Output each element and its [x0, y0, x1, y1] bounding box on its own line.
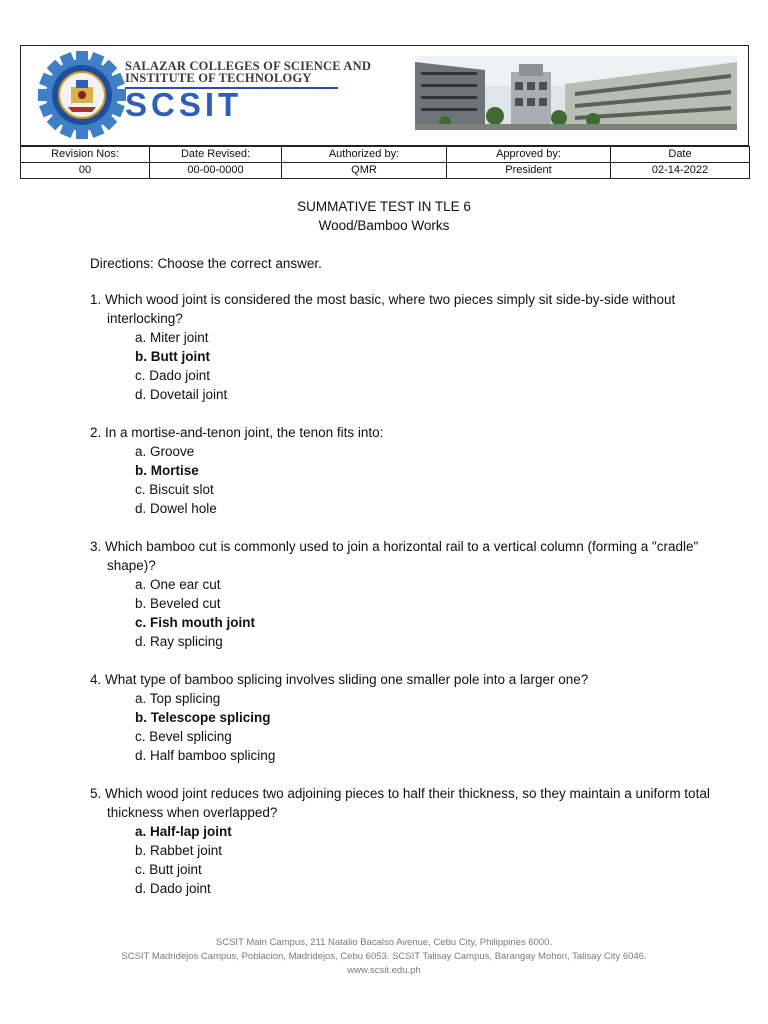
- question-3: [90, 537, 710, 651]
- value-revision-nos: 00: [21, 163, 150, 179]
- header-date-revised: Date Revised:: [150, 147, 282, 163]
- test-title: SUMMATIVE TEST IN TLE 6: [297, 199, 471, 214]
- choice-b: b. Beveled cut: [135, 596, 221, 611]
- campus-building-photo: [415, 56, 737, 130]
- test-subtitle: Wood/Bamboo Works: [318, 218, 450, 233]
- choice-c: c. Bevel splicing: [135, 729, 232, 744]
- choice-b: b. Rabbet joint: [135, 843, 223, 858]
- value-approved-by: President: [447, 163, 611, 179]
- document-control-table: [20, 146, 750, 179]
- choice-b-correct: b. Butt joint: [135, 349, 210, 364]
- college-name-line-1: SALAZAR COLLEGES OF SCIENCE AND: [125, 59, 372, 73]
- question-2: [90, 423, 710, 518]
- choice-a: a. Top splicing: [135, 691, 221, 706]
- choice-c: c. Dado joint: [135, 368, 211, 383]
- choice-a: a. Miter joint: [135, 330, 209, 345]
- question-1: [90, 290, 710, 404]
- footer-website: www.scsit.edu.ph: [347, 965, 421, 976]
- choice-d: d. Dowel hole: [135, 501, 217, 516]
- header-authorized-by: Authorized by:: [282, 147, 447, 163]
- header-approved-by: Approved by:: [447, 147, 611, 163]
- question-text: 4. What type of bamboo splicing involves sliding one smaller pole into a larger one?: [90, 672, 589, 687]
- question-5: [90, 784, 710, 898]
- value-date: 02-14-2022: [611, 163, 750, 179]
- table-header-row: [21, 147, 750, 163]
- value-date-revised: 00-00-0000: [150, 163, 282, 179]
- choice-b-correct: b. Telescope splicing: [135, 710, 271, 725]
- choice-a: a. Groove: [135, 444, 195, 459]
- college-seal-logo: [31, 51, 133, 139]
- question-text: 2. In a mortise-and-tenon joint, the tenon fits into:: [90, 425, 384, 440]
- footer-main-campus: SCSIT Main Campus, 211 Natalio Bacalso Avenue, Cebu City, Philippines 6000.: [215, 937, 553, 948]
- directions: Directions: Choose the correct answer.: [90, 256, 322, 271]
- letterhead: [20, 45, 749, 146]
- choice-b-correct: b. Mortise: [135, 463, 199, 478]
- choice-d: d. Dado joint: [135, 881, 211, 896]
- choice-d: d. Half bamboo splicing: [135, 748, 276, 763]
- choice-d: d. Dovetail joint: [135, 387, 228, 402]
- choice-a: a. One ear cut: [135, 577, 221, 592]
- question-text: 1. Which wood joint is considered the most basic, where two pieces simply sit side-by-side without interlocking?: [90, 292, 676, 326]
- choice-a-correct: a. Half-lap joint: [135, 824, 232, 839]
- college-name-line-2: INSTITUTE OF TECHNOLOGY: [125, 71, 312, 85]
- question-text: 5. Which wood joint reduces two adjoining pieces to half their thickness, so they maintain a uniform total thickness when overlapped?: [90, 786, 710, 820]
- choice-c: c. Butt joint: [135, 862, 202, 877]
- question-text: 3. Which bamboo cut is commonly used to join a horizontal rail to a vertical column (forming a "cradle" shape)?: [90, 539, 699, 573]
- college-name: [125, 60, 425, 84]
- table-value-row: [21, 163, 750, 179]
- header-date: Date: [611, 147, 750, 163]
- choice-c: c. Biscuit slot: [135, 482, 214, 497]
- choice-c-correct: c. Fish mouth joint: [135, 615, 255, 630]
- footer-other-campuses: SCSIT Madridejos Campus, Poblacion, Madridejos, Cebu 6053. SCSIT Talisay Campus, Barangay Mohon, Talisay City 6046.: [121, 951, 647, 962]
- test-content: [90, 254, 710, 917]
- question-4: [90, 670, 710, 765]
- college-acronym: SCSIT: [125, 86, 243, 123]
- test-title-block: [0, 197, 768, 235]
- header-revision-nos: Revision Nos:: [21, 147, 150, 163]
- value-authorized-by: QMR: [282, 163, 447, 179]
- page-footer: [0, 936, 768, 978]
- choice-d: d. Ray splicing: [135, 634, 223, 649]
